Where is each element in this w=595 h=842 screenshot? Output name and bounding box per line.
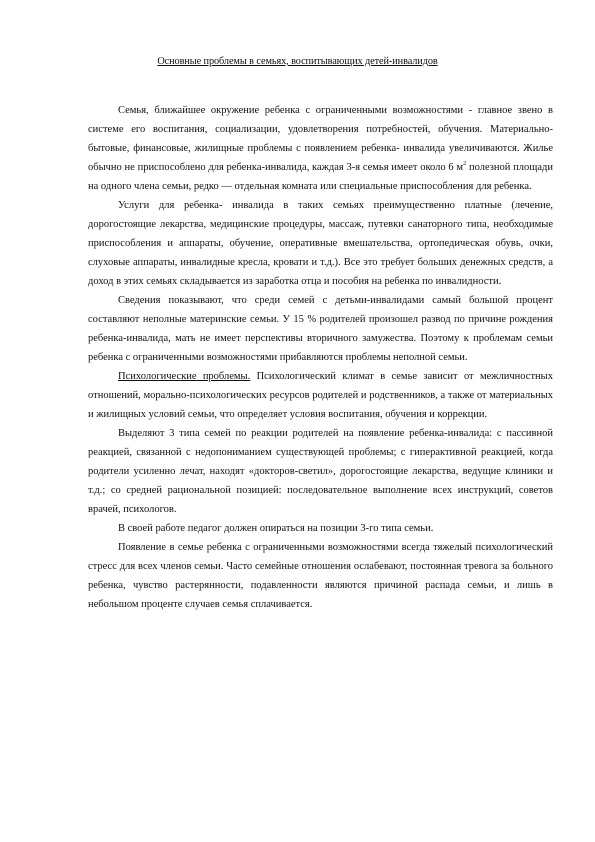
- paragraph-statistics: [88, 291, 553, 367]
- paragraph-stress: [88, 538, 553, 614]
- paragraph-text: Услуги для ребенка- инвалида в таких семьях преимущественно платные (лечение, дорогостоящие лекарства, медицинские процедуры, массаж, путевки санаторного типа, необходимые приспособления и аппараты, обучение, оперативные вмешательства, ортопедическая обувь, очки, слуховые аппараты, инвалидные кресла, кровати и т.д.). Все это требует больших денежных средств, а доход в этих семьях складывается из заработка отца и пособия на ребенка по инвалидности.: [88, 200, 553, 287]
- section-heading: Психологические проблемы.: [118, 371, 251, 382]
- paragraph-text: Семья, ближайшее окружение ребенка с ограниченными возможностями - главное звено в системе его воспитания, социализации, удовлетворения потребностей, обучения. Материально-бытовые, финансовые, жилищные проблемы с появлением ребенка- инвалида увеличиваются. Жилье обычно не приспособлено для ребенка-инвалида, каждая 3-я семья имеет около 6 м: [88, 105, 553, 173]
- paragraph-services: [88, 196, 553, 291]
- superscript: 2: [463, 160, 467, 167]
- paragraph-text: В своей работе педагог должен опираться на позиции 3-го типа семьи.: [118, 523, 434, 534]
- paragraph-psychological: [88, 367, 553, 424]
- paragraph-text: полезной площади на одного члена семьи, редко — отдельная комната или специальные приспособления для ребенка.: [88, 162, 553, 192]
- paragraph-text: Появление в семье ребенка с ограниченными возможностями всегда тяжелый психологический стресс для всех членов семьи. Часто семейные отношения ослабевают, постоянная тревога за больного ребенка, чувство растерянности, подавленности являются причиной распада семьи, и лишь в небольшом проценте случаев семья сплачивается.: [88, 542, 553, 610]
- paragraph-text: Сведения показывают, что среди семей с детьми-инвалидами самый большой процент составляют неполные материнские семьи. У 15 % родителей произошел развод по причине рождения ребенка-инвалида, мать не имеет перспективы вторичного замужества. Поэтому к проблемам семьи ребенка с ограниченными возможностями прибавляются проблемы неполной семьи.: [88, 295, 553, 363]
- paragraph-housing: [88, 101, 553, 196]
- paragraph-teacher: [88, 519, 553, 538]
- paragraph-family-types: [88, 424, 553, 519]
- paragraph-text: Выделяют 3 типа семей по реакции родителей на появление ребенка-инвалида: с пассивной реакцией, связанной с недопониманием существующей проблемы; с гиперактивной реакцией, когда родители усиленно лечат, находят «докторов-светил», дорогостоящие лекарства, ведущие клиники и т.д.; со средней рациональной позицией: последовательное выполнение всех инструкций, советов врачей, психологов.: [88, 428, 553, 515]
- paragraph-text: Психологический климат в семье зависит от межличностных отношений, морально-психологических ресурсов родителей и родственников, а также от материальных и жилищных условий семьи, что определяет условия воспитания, обучения и коррекции.: [88, 371, 553, 420]
- document-title: Основные проблемы в семьях, воспитывающих детей-инвалидов: [157, 56, 438, 67]
- document-body: [88, 101, 553, 614]
